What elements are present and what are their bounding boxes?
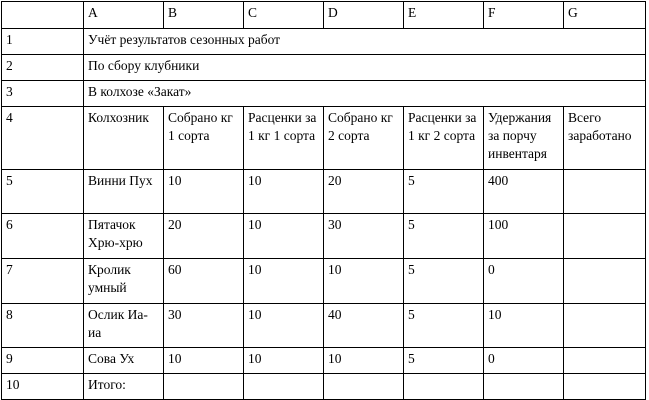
table-cell [564, 259, 646, 304]
column-title-cell: Колхозник [84, 107, 164, 170]
sheet-title-cell: Учёт результатов сезонных работ [84, 29, 646, 55]
table-cell: 20 [324, 170, 404, 214]
table-cell: Пятачок Хрю-хрю [84, 214, 164, 259]
table-row [2, 81, 646, 107]
column-title-cell: Расценки за 1 кг 1 сорта [244, 107, 324, 170]
table-cell: 10 [164, 170, 244, 214]
column-header-row [2, 2, 646, 29]
table-cell: 10 [324, 259, 404, 304]
table-row [2, 29, 646, 55]
table-cell: 10 [324, 348, 404, 374]
table-cell [404, 374, 484, 400]
table-row [2, 348, 646, 374]
row-number: 7 [2, 259, 84, 304]
column-header-a: A [84, 2, 164, 29]
table-cell: 0 [484, 348, 564, 374]
table-cell [564, 214, 646, 259]
column-title-cell: Собрано кг 2 сорта [324, 107, 404, 170]
spreadsheet-table [1, 1, 646, 400]
column-header-d: D [324, 2, 404, 29]
table-cell: 0 [484, 259, 564, 304]
table-cell: 5 [404, 348, 484, 374]
row-number: 10 [2, 374, 84, 400]
table-cell: Кролик умный [84, 259, 164, 304]
table-cell [564, 348, 646, 374]
column-header-c: C [244, 2, 324, 29]
table-cell [564, 304, 646, 348]
table-cell: 30 [324, 214, 404, 259]
column-title-cell: Собрано кг 1 сорта [164, 107, 244, 170]
table-cell [244, 374, 324, 400]
column-title-cell: Удержания за порчу инвентаря [484, 107, 564, 170]
row-number: 2 [2, 55, 84, 81]
table-header-row [2, 107, 646, 170]
table-cell: 40 [324, 304, 404, 348]
table-cell: 5 [404, 170, 484, 214]
table-cell: 10 [244, 214, 324, 259]
table-row [2, 304, 646, 348]
table-cell [324, 374, 404, 400]
column-title-cell: Расценки за 1 кг 2 сорта [404, 107, 484, 170]
table-cell: 5 [404, 304, 484, 348]
column-header-f: F [484, 2, 564, 29]
row-number: 1 [2, 29, 84, 55]
table-cell: 10 [244, 304, 324, 348]
row-number: 4 [2, 107, 84, 170]
table-cell: Винни Пух [84, 170, 164, 214]
table-row [2, 55, 646, 81]
table-cell: 10 [244, 170, 324, 214]
table-cell: 20 [164, 214, 244, 259]
table-cell: 10 [244, 259, 324, 304]
row-number: 9 [2, 348, 84, 374]
column-title-cell: Всего заработано [564, 107, 646, 170]
table-cell: 60 [164, 259, 244, 304]
corner-cell [2, 2, 84, 29]
table-cell: 5 [404, 259, 484, 304]
table-cell [484, 374, 564, 400]
column-header-b: B [164, 2, 244, 29]
totals-label-cell: Итого: [84, 374, 164, 400]
table-cell: 10 [484, 304, 564, 348]
table-cell: 30 [164, 304, 244, 348]
table-cell [164, 374, 244, 400]
sheet-subtitle-cell: По сбору клубники [84, 55, 646, 81]
table-cell: 10 [164, 348, 244, 374]
table-row [2, 170, 646, 214]
row-number: 6 [2, 214, 84, 259]
table-row [2, 259, 646, 304]
table-cell: 5 [404, 214, 484, 259]
row-number: 5 [2, 170, 84, 214]
table-cell: 400 [484, 170, 564, 214]
table-row [2, 214, 646, 259]
table-cell [564, 374, 646, 400]
farm-name-cell: В колхозе «Закат» [84, 81, 646, 107]
table-cell: Ослик Иа-иа [84, 304, 164, 348]
column-header-e: E [404, 2, 484, 29]
row-number: 8 [2, 304, 84, 348]
table-cell: 100 [484, 214, 564, 259]
row-number: 3 [2, 81, 84, 107]
table-cell: 10 [244, 348, 324, 374]
table-cell: Сова Ух [84, 348, 164, 374]
table-cell [564, 170, 646, 214]
column-header-g: G [564, 2, 646, 29]
totals-row [2, 374, 646, 400]
